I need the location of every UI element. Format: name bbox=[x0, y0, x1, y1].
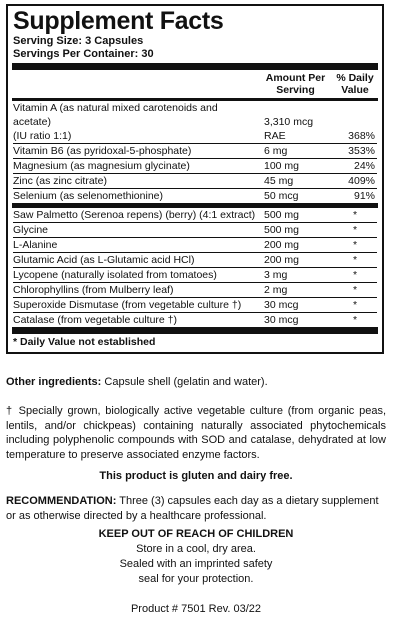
nutrient-name: Selenium (as selenomethionine) bbox=[13, 190, 163, 202]
nutrient-name: Saw Palmetto (Serenoa repens) (berry) (4:1 extract) bbox=[13, 209, 256, 221]
divider-thick bbox=[12, 63, 378, 70]
storage-line-3: seal for your protection. bbox=[138, 573, 254, 585]
other-ingredients-group bbox=[13, 208, 377, 327]
nutrient-daily-value: 353% bbox=[348, 145, 375, 157]
nutrient-name: Glutamic Acid (as L-Glutamic acid HCl) bbox=[13, 254, 195, 266]
nutrient-row bbox=[13, 208, 377, 223]
servings-per-container: Servings Per Container: 30 bbox=[13, 48, 154, 60]
amount-header: Amount Per Serving bbox=[265, 72, 326, 96]
nutrient-row bbox=[13, 238, 377, 253]
nutrient-row bbox=[13, 144, 377, 159]
nutrient-daily-value: * bbox=[352, 284, 358, 296]
serving-size: Serving Size: 3 Capsules bbox=[13, 35, 144, 47]
nutrient-name: Magnesium (as magnesium glycinate) bbox=[13, 160, 190, 172]
nutrient-name: Superoxide Dismutase (from vegetable culture †) bbox=[13, 299, 242, 311]
nutrient-amount: 500 mg bbox=[264, 224, 300, 236]
nutrient-amount: 200 mg bbox=[264, 239, 300, 251]
daily-value-footnote: * Daily Value not established bbox=[13, 336, 156, 348]
supplement-facts-panel bbox=[6, 4, 384, 354]
nutrient-daily-value: 409% bbox=[348, 175, 375, 187]
nutrient-row bbox=[13, 268, 377, 283]
vitamin-mineral-group bbox=[13, 101, 377, 203]
column-header bbox=[13, 70, 377, 98]
nutrient-name: Lycopene (naturally isolated from tomatoes) bbox=[13, 269, 217, 281]
nutrient-amount: 30 mcg bbox=[264, 299, 299, 311]
nutrient-amount: 30 mcg bbox=[264, 314, 299, 326]
nutrient-daily-value: * bbox=[352, 299, 358, 311]
nutrient-amount: 6 mg bbox=[264, 145, 288, 157]
nutrient-row bbox=[13, 159, 377, 174]
nutrient-row bbox=[13, 189, 377, 203]
nutrient-name: Glycine bbox=[13, 224, 49, 236]
nutrient-row bbox=[13, 298, 377, 313]
nutrient-daily-value: * bbox=[352, 224, 358, 236]
dagger-note: † Specially grown, biologically active vegetable culture (from organic peas, lentils, and/or chickpeas) containing naturally associated phytochemicals including polyphenolic compounds with SOD and catalase, dehydrated at low temperature to preserve associated enzyme factors. bbox=[6, 405, 386, 461]
nutrient-row bbox=[13, 313, 377, 327]
divider-thick bbox=[12, 327, 378, 334]
nutrient-amount: 500 mg bbox=[264, 209, 300, 221]
nutrient-daily-value: 24% bbox=[353, 160, 375, 172]
nutrient-daily-value: * bbox=[352, 239, 358, 251]
nutrient-daily-value: * bbox=[352, 254, 358, 266]
nutrient-daily-value: 91% bbox=[353, 190, 375, 202]
nutrient-row bbox=[13, 223, 377, 238]
nutrient-daily-value: * bbox=[352, 269, 358, 281]
daily-value-header: % Daily Value bbox=[336, 72, 374, 96]
other-ingredients: Other ingredients: Capsule shell (gelatin and water). bbox=[6, 376, 268, 388]
nutrient-amount: 3 mg bbox=[264, 269, 288, 281]
nutrient-row bbox=[13, 283, 377, 298]
nutrient-row bbox=[13, 253, 377, 268]
nutrient-amount: 3,310 mcg RAE bbox=[264, 116, 314, 142]
warning: KEEP OUT OF REACH OF CHILDREN bbox=[98, 528, 294, 540]
nutrient-daily-value: * bbox=[352, 314, 358, 326]
nutrient-daily-value: * bbox=[352, 209, 358, 221]
nutrient-amount: 45 mg bbox=[264, 175, 294, 187]
recommendation: RECOMMENDATION: Three (3) capsules each day as a dietary supplement or as otherwise directed by a healthcare professional. bbox=[6, 495, 379, 522]
storage-line-1: Store in a cool, dry area. bbox=[136, 543, 256, 555]
nutrient-name: Vitamin B6 (as pyridoxal-5-phosphate) bbox=[13, 145, 192, 157]
nutrient-name: Zinc (as zinc citrate) bbox=[13, 175, 107, 187]
nutrient-name: Catalase (from vegetable culture †) bbox=[13, 314, 177, 326]
nutrient-name: L-Alanine bbox=[13, 239, 58, 251]
nutrient-amount: 2 mg bbox=[264, 284, 288, 296]
panel-title: Supplement Facts bbox=[13, 7, 224, 35]
gluten-free-statement: This product is gluten and dairy free. bbox=[99, 470, 293, 482]
nutrient-row bbox=[13, 174, 377, 189]
nutrient-name: Vitamin A (as natural mixed carotenoids and acetate) (IU ratio 1:1) bbox=[13, 102, 218, 142]
nutrient-daily-value: 368% bbox=[348, 130, 375, 142]
nutrient-row bbox=[13, 101, 377, 144]
storage-line-2: Sealed with an imprinted safety bbox=[119, 558, 273, 570]
nutrient-amount: 50 mcg bbox=[264, 190, 299, 202]
product-number: Product # 7501 Rev. 03/22 bbox=[130, 603, 262, 615]
nutrient-name: Chlorophyllins (from Mulberry leaf) bbox=[13, 284, 174, 296]
nutrient-amount: 100 mg bbox=[264, 160, 300, 172]
nutrient-amount: 200 mg bbox=[264, 254, 300, 266]
